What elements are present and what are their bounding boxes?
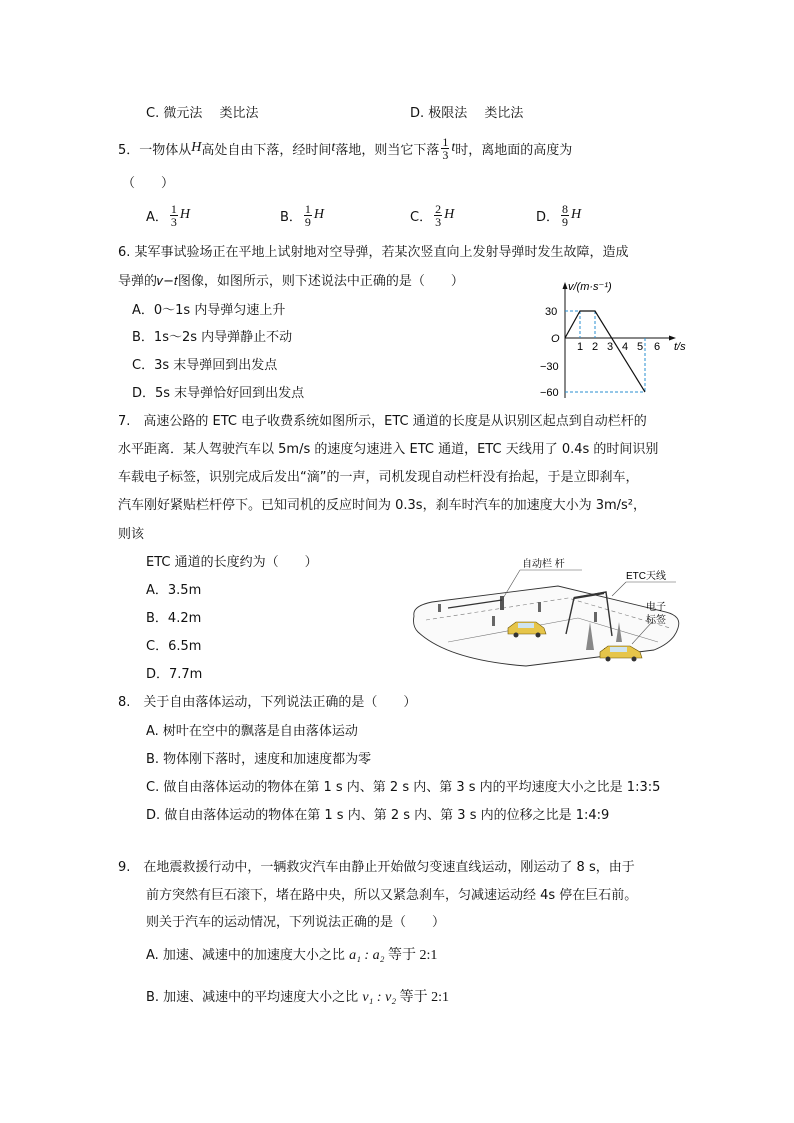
q7-stem-line4: 汽车刚好紧贴栏杆停下。已知司机的反应时间为 0.3s，刹车时汽车的加速度大小为 3m/s²， [118,498,647,513]
option-var: H [444,207,455,222]
option-label: C． [410,209,433,225]
label-tag: 电子 [646,602,666,613]
x-axis-arrow [669,336,676,341]
option-math: v₁ : v₂ [362,990,397,1005]
q6-option-b: B．1s～2s 内导弹静止不动 [132,330,293,345]
option-var: H [313,207,325,222]
option-fraction [561,203,569,228]
q9-stem-line1: 9. 在地震救援行动中，一辆救灾汽车由静止开始做匀变速直线运动，刚运动了 8 s，由于 [118,860,635,875]
q7-option-c: C．6.5m [146,639,202,654]
origin-label: O [551,333,560,345]
q5-answer-paren: （ ） [122,176,175,191]
fraction-numerator: 1 [170,201,177,216]
q5-stem-part: 5．一物体从 [118,142,192,158]
car-window [610,647,627,652]
q6-option-a: A．0～1s 内导弹匀速上升 [132,303,286,318]
q8-option-b: B. 物体刚下落时，速度和加速度都为零 [146,752,372,767]
y-tick-label: −60 [540,387,559,399]
fraction-denominator: 3 [170,214,177,229]
q5-stem-part: 时，离地面的高度为 [455,142,573,158]
post [594,612,597,622]
x-tick-label: 4 [622,341,629,353]
q6-stem-line1: 6. 某军事试验场正在平地上试射地对空导弹，若某次竖直向上发射导弹时发生故障，造成 [118,245,629,260]
q5-option-b [280,200,324,230]
q7-stem-line5: 则该 [118,527,145,542]
option-fraction [304,203,312,228]
q7-stem-line6: ETC 通道的长度约为（ ） [146,555,318,570]
label-barrier: 自动栏 杆 [522,559,565,570]
q7-stem-line2: 水平距离．某人驾驶汽车以 5m/s 的速度匀速进入 ETC 通道，ETC 天线用了 0.4s 的时间识别 [118,442,659,457]
q5-stem-part: 高处自由下落，经时间 [201,142,332,158]
y-axis-arrow [563,282,568,289]
x-axis-label: t/s [674,341,686,353]
post [538,602,541,612]
post [438,604,441,612]
fraction-denominator: 9 [562,214,569,229]
x-tick-label: 2 [592,341,599,353]
q7-stem-line3: 车载电子标签，识别完成后发出“滴”的一声，司机发现自动栏杆没有抬起，于是立即刹车， [118,470,639,485]
q5-var-t: t [451,140,456,155]
q4-option-d: D. 极限法 类比法 [410,106,524,121]
fraction-denominator: 9 [304,214,311,229]
q7-option-a: A．3.5m [146,583,202,598]
q5-fraction [441,136,449,161]
fraction-numerator: 1 [304,201,311,216]
option-fraction [170,203,178,228]
y-tick-label: −30 [540,361,559,373]
fraction-numerator: 8 [562,201,569,216]
q5-stem [118,133,572,163]
q6-vt-graph [540,278,690,400]
x-tick-label: 1 [577,341,584,353]
car-window [518,623,534,628]
q6-option-d: D．5s 末导弹恰好回到出发点 [132,386,305,401]
q8-option-a: A. 树叶在空中的飘落是自由落体运动 [146,724,358,739]
label-antenna: ETC天线 [626,571,666,582]
q6-stem-line2: 导弹的𝑣−𝑡图像，如图所示，则下述说法中正确的是（ ） [118,274,464,289]
q9-option-b [146,986,449,1006]
option-math: a₁ : a₂ [349,948,385,963]
q9-stem-line3: 则关于汽车的运动情况，下列说法正确的是（ ） [146,915,446,930]
car-wheel [514,633,519,638]
option-text: 等于 2:1 [384,948,438,963]
x-tick-label: 6 [654,341,661,353]
car-wheel [606,657,611,662]
fraction-denominator: 3 [435,214,442,229]
q6-option-c: C．3s 末导弹回到出发点 [132,358,278,373]
q5-option-a [146,200,190,230]
q4-option-c: C. 微元法 类比法 [146,106,259,121]
option-text: 等于 2:1 [396,990,450,1005]
y-tick-label: 30 [545,306,558,318]
q8-stem: 8. 关于自由落体运动，下列说法正确的是（ ） [118,695,417,710]
fraction-denominator: 3 [442,147,449,162]
q9-stem-line2: 前方突然有巨石滚下，堵在路中央，所以又紧急刹车，匀减速运动经 4s 停在巨石前。 [146,888,638,903]
option-var: H [571,207,582,222]
y-axis-label: v/(m·s⁻¹) [568,281,612,293]
fraction-numerator: 2 [435,201,442,216]
option-text: B. 加速、减速中的平均速度大小之比 [146,990,363,1005]
x-tick-label: 3 [607,341,614,353]
car-wheel [536,633,541,638]
q8-option-d: D. 做自由落体运动的物体在第 1 s 内、第 2 s 内、第 3 s 内的位移之比是 1:4:9 [146,808,610,823]
q5-option-c [410,200,454,230]
label-tag: 标签 [646,615,666,626]
q7-option-b: B．4.2m [146,611,202,626]
option-var: H [179,207,191,222]
antenna-pointer [612,582,626,596]
fraction-numerator: 1 [442,134,449,149]
q9-option-a [146,944,437,964]
option-label: B． [280,209,302,225]
option-fraction [434,203,442,228]
q7-etc-figure [408,556,684,668]
post [492,616,495,626]
option-label: D． [536,209,560,225]
x-tick-label: 5 [637,341,644,353]
q5-stem-part: 落地，则当它下落 [335,142,440,158]
option-label: A． [146,209,168,225]
q5-var-t: t [331,140,336,155]
option-text: A. 加速、减速中的加速度大小之比 [146,948,350,963]
q7-stem-line1: 7. 高速公路的 ETC 电子收费系统如图所示，ETC 通道的长度是从识别区起点到自动栏杆的 [118,414,647,429]
q5-var-h: H [191,140,202,155]
q7-option-d: D．7.7m [146,667,203,682]
car-wheel [632,657,637,662]
q8-option-c: C. 做自由落体运动的物体在第 1 s 内、第 2 s 内、第 3 s 内的平均速度大小之比是 1:3:5 [146,780,661,795]
q5-option-d [536,200,581,230]
